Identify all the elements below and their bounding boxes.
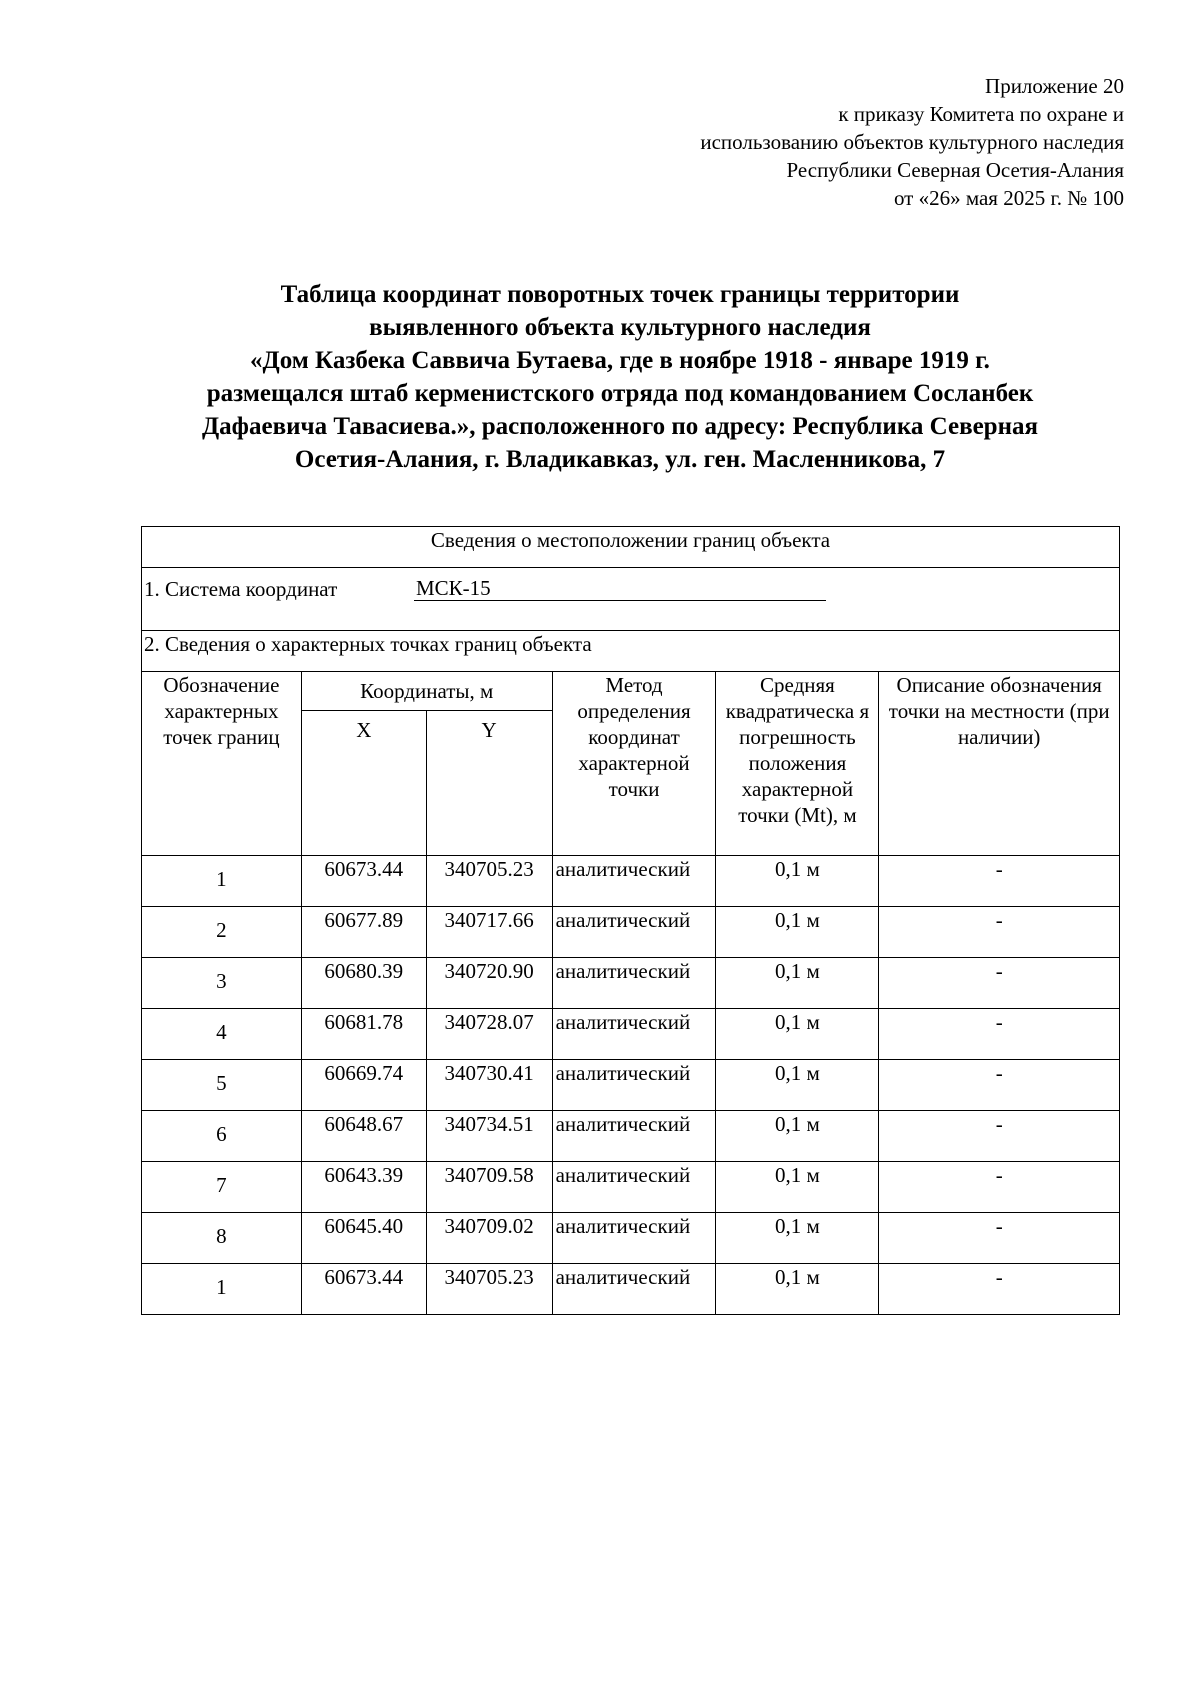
header-method: Метод определения координат характерной точки	[552, 672, 716, 856]
method-cell: аналитический	[552, 856, 716, 907]
y-cell: 340734.51	[426, 1111, 552, 1162]
column-header-row-1	[142, 672, 1120, 711]
x-cell: 60673.44	[301, 1264, 426, 1315]
appendix-header	[700, 72, 1124, 212]
point-cell: 1	[142, 856, 302, 907]
title-line-1: Таблица координат поворотных точек границы территории	[280, 281, 960, 308]
table-row	[142, 1213, 1120, 1264]
y-cell: 340705.23	[426, 1264, 552, 1315]
point-cell: 6	[142, 1111, 302, 1162]
description-cell: -	[879, 1009, 1120, 1060]
header-x: X	[301, 711, 426, 856]
coord-system-row	[142, 568, 1120, 631]
description-cell: -	[879, 958, 1120, 1009]
description-cell: -	[879, 1264, 1120, 1315]
error-cell: 0,1 м	[716, 1162, 879, 1213]
error-cell: 0,1 м	[716, 856, 879, 907]
x-cell: 60645.40	[301, 1213, 426, 1264]
coord-system-label: 1. Система координат	[144, 577, 338, 601]
y-cell: 340709.58	[426, 1162, 552, 1213]
coordinates-table	[141, 526, 1120, 1315]
x-cell: 60643.39	[301, 1162, 426, 1213]
error-cell: 0,1 м	[716, 1009, 879, 1060]
appendix-line-4: Республики Северная Осетия-Алания	[786, 158, 1124, 182]
x-cell: 60681.78	[301, 1009, 426, 1060]
title-line-5: Дафаевича Тавасиева.», расположенного по адресу: Республика Северная	[201, 413, 1038, 440]
x-cell: 60648.67	[301, 1111, 426, 1162]
description-cell: -	[879, 907, 1120, 958]
y-cell: 340720.90	[426, 958, 552, 1009]
table-row	[142, 856, 1120, 907]
point-cell: 5	[142, 1060, 302, 1111]
title-line-3: «Дом Казбека Саввича Бутаева, где в ноябре 1918 - январе 1919 г.	[250, 347, 990, 374]
method-cell: аналитический	[552, 1213, 716, 1264]
appendix-line-2: к приказу Комитета по охране и	[838, 102, 1124, 126]
header-coordinates: Координаты, м	[301, 672, 552, 711]
error-cell: 0,1 м	[716, 907, 879, 958]
y-cell: 340709.02	[426, 1213, 552, 1264]
y-cell: 340705.23	[426, 856, 552, 907]
header-designation: Обозначение характерных точек границ	[142, 672, 302, 856]
method-cell: аналитический	[552, 1162, 716, 1213]
points-heading: 2. Сведения о характерных точках границ объекта	[142, 631, 1120, 672]
table-row	[142, 958, 1120, 1009]
table-row	[142, 1060, 1120, 1111]
description-cell: -	[879, 1213, 1120, 1264]
point-cell: 4	[142, 1009, 302, 1060]
section-title: Сведения о местоположении границ объекта	[142, 527, 1120, 568]
title-line-4: размещался штаб керменистского отряда под командованием Сосланбек	[206, 380, 1034, 407]
method-cell: аналитический	[552, 1060, 716, 1111]
appendix-line-5: от «26» мая 2025 г. № 100	[893, 186, 1124, 210]
x-cell: 60673.44	[301, 856, 426, 907]
y-cell: 340717.66	[426, 907, 552, 958]
header-description: Описание обозначения точки на местности (при наличии)	[879, 672, 1120, 856]
point-cell: 8	[142, 1213, 302, 1264]
error-cell: 0,1 м	[716, 1264, 879, 1315]
method-cell: аналитический	[552, 1111, 716, 1162]
description-cell: -	[879, 856, 1120, 907]
table-row	[142, 1111, 1120, 1162]
error-cell: 0,1 м	[716, 1213, 879, 1264]
coord-system-cell	[142, 568, 1120, 631]
point-cell: 3	[142, 958, 302, 1009]
point-cell: 7	[142, 1162, 302, 1213]
header-y: Y	[426, 711, 552, 856]
error-cell: 0,1 м	[716, 1060, 879, 1111]
method-cell: аналитический	[552, 1264, 716, 1315]
header-error: Средняя квадратическа я погрешность положения характерной точки (Mt), м	[716, 672, 879, 856]
error-cell: 0,1 м	[716, 958, 879, 1009]
point-cell: 1	[142, 1264, 302, 1315]
appendix-line-1: Приложение 20	[985, 74, 1124, 98]
table-row	[142, 1264, 1120, 1315]
title-line-2: выявленного объекта культурного наследия	[369, 314, 871, 341]
y-cell: 340728.07	[426, 1009, 552, 1060]
coord-system-value: МСК-15	[414, 576, 826, 601]
method-cell: аналитический	[552, 958, 716, 1009]
method-cell: аналитический	[552, 907, 716, 958]
point-cell: 2	[142, 907, 302, 958]
x-cell: 60680.39	[301, 958, 426, 1009]
y-cell: 340730.41	[426, 1060, 552, 1111]
error-cell: 0,1 м	[716, 1111, 879, 1162]
description-cell: -	[879, 1111, 1120, 1162]
appendix-line-3: использованию объектов культурного наследия	[700, 130, 1124, 154]
description-cell: -	[879, 1162, 1120, 1213]
table-row	[142, 1009, 1120, 1060]
points-heading-row	[142, 631, 1120, 672]
document-title	[120, 278, 1120, 476]
table-row	[142, 907, 1120, 958]
x-cell: 60677.89	[301, 907, 426, 958]
x-cell: 60669.74	[301, 1060, 426, 1111]
title-line-6: Осетия-Алания, г. Владикавказ, ул. ген. Масленникова, 7	[294, 446, 946, 473]
description-cell: -	[879, 1060, 1120, 1111]
table-row	[142, 1162, 1120, 1213]
method-cell: аналитический	[552, 1009, 716, 1060]
section-title-row	[142, 527, 1120, 568]
